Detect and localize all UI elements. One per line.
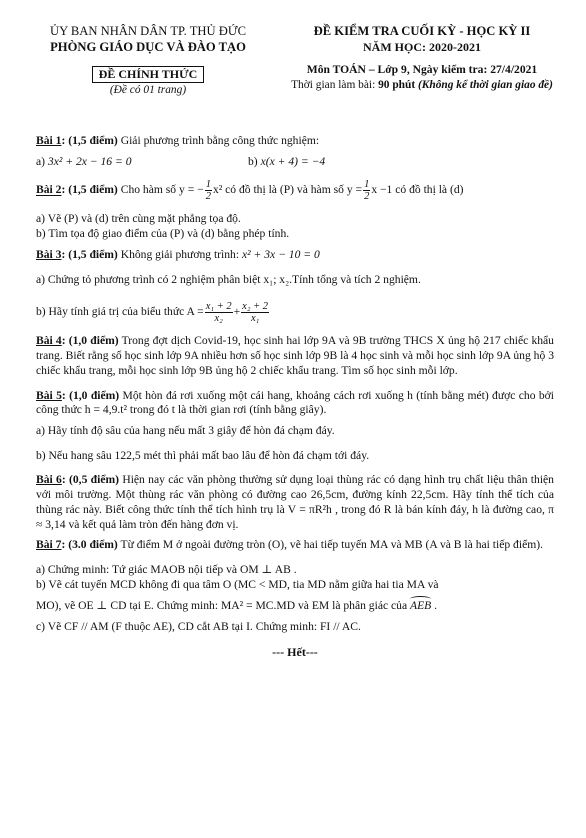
question-2-text-1: Cho hàm số y = − [117, 183, 204, 197]
question-7-part-c: c) Vẽ CF // AM (F thuộc AE), CD cắt AB tại I. Chứng minh: FI // AC. [36, 620, 361, 634]
question-5-part-b: b) Nếu hang sâu 122,5 mét thì phải mất bao lâu để hòn đá chạm tới đáy. [36, 448, 370, 462]
question-1-points: : (1,5 điểm) [61, 134, 118, 147]
question-3-part-b [36, 301, 554, 324]
fraction-half-1 [205, 179, 212, 202]
fraction-half-2 [363, 179, 370, 202]
question-3-points: : (1,5 điểm) [61, 247, 118, 261]
question-7-part-b-text: MO), vẽ OE ⊥ CD tại E. Chứng minh: MA² = MC.MD và EM là phân giác của [36, 599, 411, 613]
question-7-part-b-end: . [431, 599, 438, 613]
part-a-label: a) [36, 154, 48, 168]
arc-aeb: AEB [410, 596, 431, 614]
question-3-text: Không giải phương trình: [117, 247, 242, 261]
fraction-x2-over-x1 [241, 301, 269, 324]
question-2-label: Bài 2 [36, 183, 62, 197]
question-2-part-b: b) Tìm tọa độ giao điểm của (P) và (d) bằng phép tính. [36, 227, 290, 241]
question-6 [36, 473, 554, 532]
question-6-label: Bài 6 [36, 473, 62, 487]
question-1-part-b [248, 155, 325, 170]
question-7-label: Bài 7 [36, 538, 62, 552]
question-6-points: : (0,5 điểm) [61, 473, 120, 487]
school-year: NĂM HỌC: 2020-2021 [363, 39, 481, 54]
header-left [28, 24, 268, 98]
fraction-num: 1 [364, 179, 370, 191]
question-1-part-a [36, 155, 248, 170]
fraction-den: 2 [364, 191, 370, 203]
question-4-points: : (1,0 điểm) [61, 334, 119, 348]
question-2 [36, 179, 554, 202]
page-count-note: (Đề có 01 trang) [109, 84, 187, 97]
fraction-x1-over-x2 [205, 301, 233, 324]
question-5-points: : (1,0 điểm) [61, 388, 120, 402]
question-2-points: : (1,5 điểm) [61, 183, 118, 197]
fraction-num: x₁ + 2 [205, 301, 232, 313]
equation-b: x(x + 4) = −4 [260, 154, 326, 168]
plus-sign: + [233, 305, 241, 319]
fraction-num: x₂ + 2 [242, 301, 269, 313]
question-2-text-3: x −1 có đồ thị là (d) [371, 183, 464, 197]
question-2-part-a: a) Vẽ (P) và (d) trên cùng mặt phẳng tọa độ. [36, 212, 241, 226]
equation-a: 3x² + 2x − 16 = 0 [47, 154, 132, 168]
question-6-text: Hiện nay các văn phòng thường sử dụng loại thùng rác có dạng hình trụ chất liệu thân thiện với môi trường. Một thùng rác văn phòng có đường cao 26,5cm, đường kính 22,5cm. Hãy tính thể tích của thùng rác này. Biết công thức tính thể tích hình trụ là V = πR²h , trong đó R là bán kính đáy, h là đường cao, π ≈ 3,14 và kết quả làm tròn đến hàng đơn vị. [36, 473, 554, 531]
question-4 [36, 334, 554, 378]
part-b-label: b) [248, 154, 261, 168]
question-7 [36, 538, 554, 553]
time-note: (Không kể thời gian giao đề) [415, 78, 553, 91]
question-3-part-a: a) Chứng tỏ phương trình có 2 nghiệm phân biệt x₁; x₂.Tính tổng và tích 2 nghiệm. [36, 272, 421, 286]
question-5-label: Bài 5 [36, 388, 62, 402]
question-7-part-b-line-2 [36, 596, 554, 614]
exam-content [36, 134, 554, 660]
fraction-den: x₁ [250, 313, 260, 325]
header-right [262, 24, 582, 92]
time-value: 90 phút [378, 78, 416, 91]
authority-name: ỦY BAN NHÂN DÂN TP. THỦ ĐỨC [49, 24, 246, 38]
question-5-part-a: a) Hãy tính độ sâu của hang nếu mất 3 giây để hòn đá chạm đáy. [36, 423, 335, 437]
fraction-num: 1 [205, 179, 211, 191]
question-5 [36, 389, 554, 418]
question-7-part-a: a) Chứng minh: Tứ giác MAOB nội tiếp và OM ⊥ AB . [36, 563, 297, 576]
question-1-label: Bài 1 [36, 134, 62, 147]
time-line [262, 78, 582, 92]
exam-title: ĐỀ KIỂM TRA CUỐI KỲ - HỌC KỲ II [313, 24, 531, 38]
question-4-text: Trong đợt dịch Covid-19, học sinh hai lớp 9A và 9B trường THCS X ủng hộ 217 chiếc khẩu trang. Biết rằng số học sinh lớp 9A nhiều hơn số học sinh lớp 9B là 4 học sinh và mỗi học sinh lớp 9A ủng hộ 3 chiếc khẩu trang, mỗi học sinh lớp 9B ủng hộ 2 chiếc khẩu trang. Tìm số học sinh mỗi lớp. [36, 334, 554, 377]
question-4-label: Bài 4 [36, 334, 62, 348]
official-badge: ĐỀ CHÍNH THỨC [92, 66, 205, 83]
question-2-text-2: x² có đồ thị là (P) và hàm số y = [212, 183, 363, 197]
question-7-points: : (3.0 điểm) [61, 538, 118, 552]
question-3-equation: x² + 3x − 10 = 0 [241, 247, 320, 261]
question-1-text: Giải phương trình bằng công thức nghiệm: [117, 134, 320, 147]
end-marker: --- Hết--- [272, 644, 318, 659]
department-name: PHÒNG GIÁO DỤC VÀ ĐÀO TẠO [50, 39, 246, 54]
question-7-text: Từ điểm M ở ngoài đường tròn (O), vẽ hai tiếp tuyến MA và MB (A và B là hai tiếp điểm). [117, 538, 543, 552]
question-1-parts [36, 155, 554, 170]
question-3 [36, 248, 554, 263]
subject-line: Môn TOÁN – Lớp 9, Ngày kiểm tra: 27/4/2021 [306, 63, 538, 77]
question-5-text: Một hòn đá rơi xuống một cái hang, khoảng cách rơi xuống h (tính bằng mét) được cho bởi công thức h = 4,9.t² trong đó t là thời gian rơi (tính bằng giây). [36, 388, 554, 417]
question-1 [36, 134, 554, 149]
question-3-part-b-text: b) Hãy tính giá trị của biểu thức A = [36, 305, 204, 319]
time-prefix: Thời gian làm bài: [291, 78, 379, 91]
question-3-label: Bài 3 [36, 247, 62, 261]
fraction-den: x₂ [214, 313, 223, 325]
question-7-part-b-line-1: b) Vẽ cát tuyến MCD không đi qua tâm O (MC < MD, tia MD nằm giữa hai tia MA và [36, 577, 439, 591]
fraction-den: 2 [205, 191, 211, 203]
